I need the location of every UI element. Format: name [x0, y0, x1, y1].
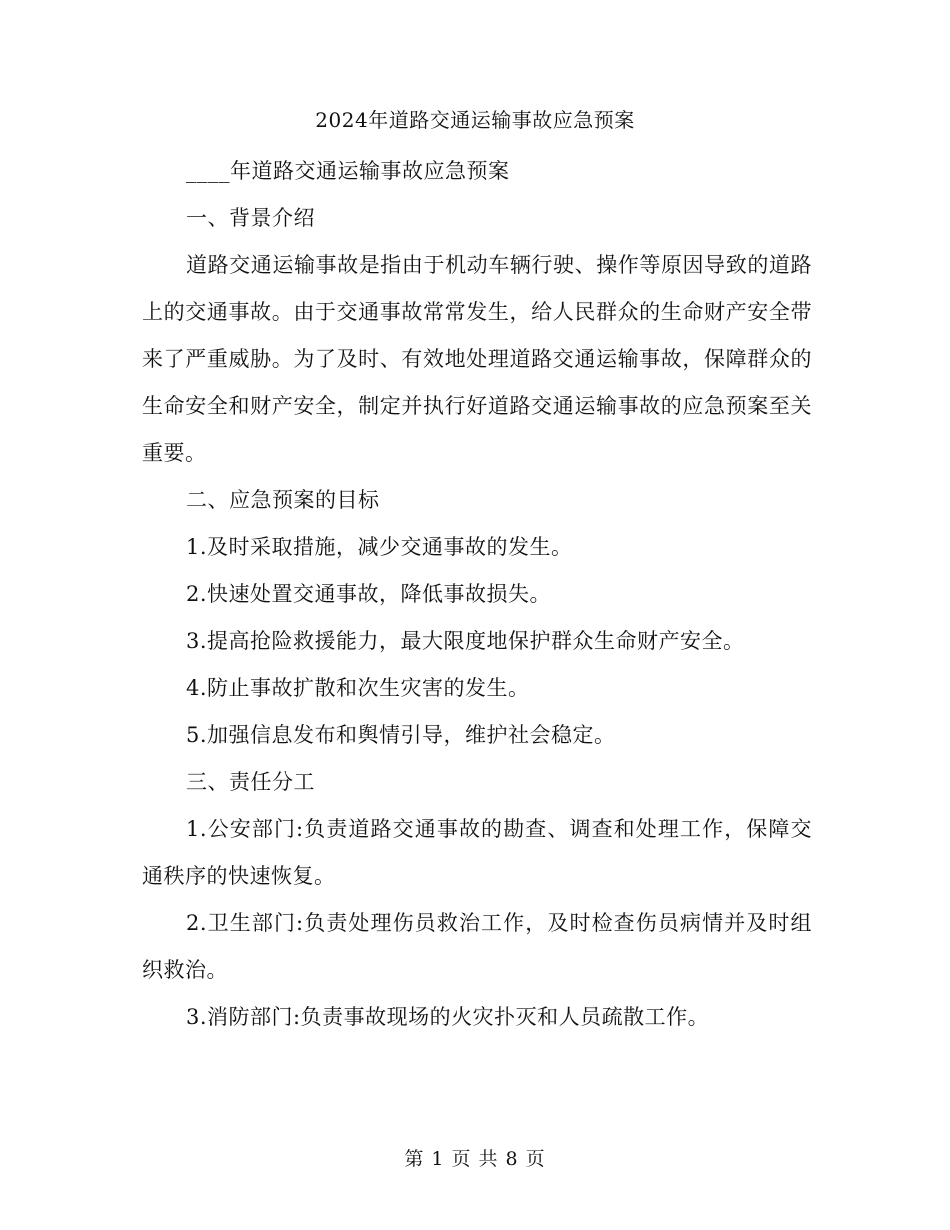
goal-item-5: 5.加强信息发布和舆情引导，维护社会稳定。: [186, 723, 616, 747]
document-title: 2024年道路交通运输事故应急预案: [315, 108, 635, 132]
responsibility-item-1: 1.公安部门:负责道路交通事故的勘查、调查和处理工作，保障交通秩序的快速恢复。: [142, 817, 812, 888]
section-heading-responsibilities: 三、责任分工: [186, 770, 315, 794]
goal-item-4: 4.防止事故扩散和次生灾害的发生。: [186, 676, 530, 700]
page-footer: 第 1 页 共 8 页: [404, 1148, 546, 1170]
responsibility-item-2: 2.卫生部门:负责处理伤员救治工作，及时检查伤员病情并及时组织救治。: [142, 911, 812, 982]
responsibility-item-3: 3.消防部门:负责事故现场的火灾扑灭和人员疏散工作。: [186, 1005, 710, 1029]
background-paragraph: 道路交通运输事故是指由于机动车辆行驶、操作等原因导致的道路上的交通事故。由于交通事故常常发生，给人民群众的生命财产安全带来了严重威胁。为了及时、有效地处理道路交通运输事故，保障群众的生命安全和财产安全，制定并执行好道路交通运输事故的应急预案至关重要。: [142, 253, 812, 465]
goal-item-3: 3.提高抢险救援能力，最大限度地保护群众生命财产安全。: [186, 629, 745, 653]
section-heading-background: 一、背景介绍: [186, 206, 315, 230]
section-heading-goals: 二、应急预案的目标: [186, 488, 380, 512]
goal-item-2: 2.快速处置交通事故，降低事故损失。: [186, 582, 552, 606]
document-body: [142, 148, 812, 1041]
goal-item-1: 1.及时采取措施，减少交通事故的发生。: [186, 535, 573, 559]
subtitle-paragraph: ____年道路交通运输事故应急预案: [186, 159, 510, 183]
